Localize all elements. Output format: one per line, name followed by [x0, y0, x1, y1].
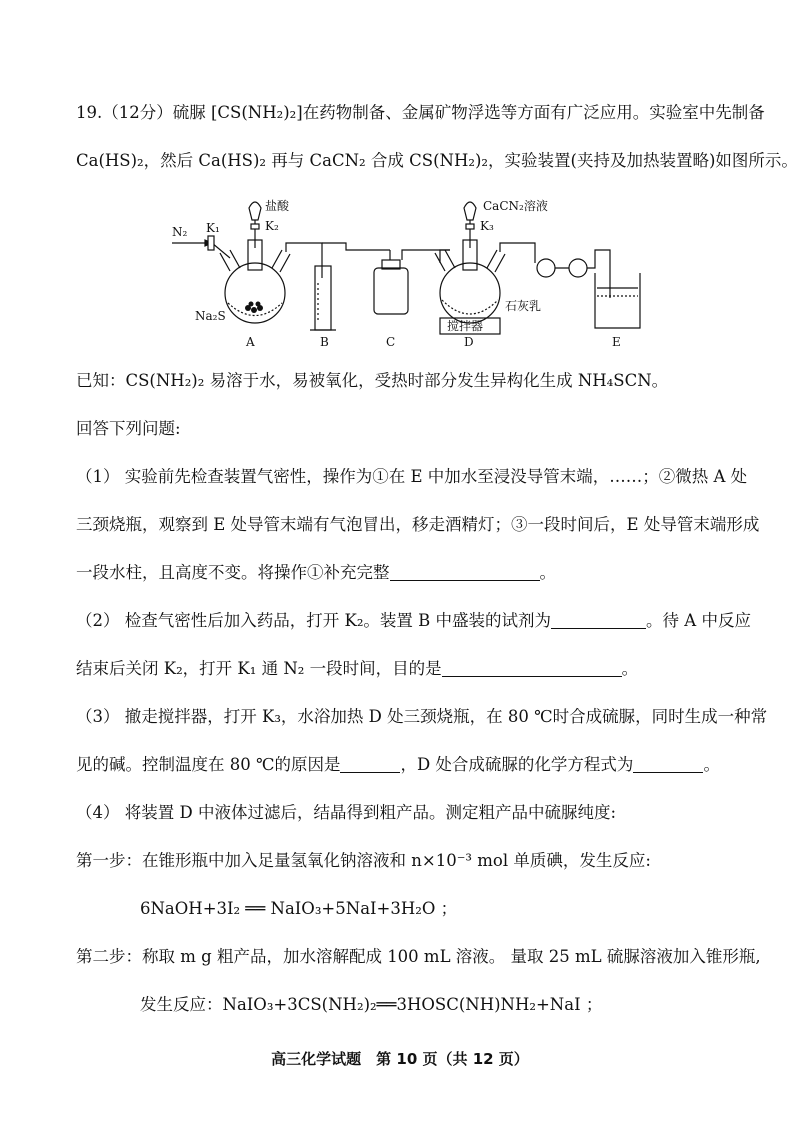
flask-d-left-neck [435, 250, 455, 271]
flask-a-right-neck [272, 250, 290, 272]
label-d: D [464, 335, 474, 348]
flask-a-left-neck [220, 250, 240, 271]
part-1-line-3-end: 。 [539, 563, 556, 582]
page-footer: 高三化学试题 第 10 页（共 12 页） [271, 1050, 529, 1068]
k3-label: K₃ [480, 219, 494, 233]
part-1-line-1: （1） 实验前先检查装置气密性，操作为①在 E 中加水至浸没导管末端，……；②微热 A 处 [76, 467, 748, 486]
part-2-line-1-text: （2） 检查气密性后加入药品，打开 K₂。装置 B 中盛装的试剂为 [76, 611, 552, 630]
question-19-line-2: Ca(HS)₂，然后 Ca(HS)₂ 再与 CaCN₂ 合成 CS(NH₂)₂，实验装置(夹持及加热装置略)如图所示。 [76, 151, 798, 170]
hcl-label: 盐酸 [265, 199, 290, 213]
part-1-line-3 [76, 562, 556, 584]
stirrer-label: 搅拌器 [447, 319, 484, 333]
part-2-line-1-end: 。待 A 中反应 [646, 611, 751, 630]
part-2-line-2-end: 。 [621, 659, 639, 678]
part-2-line-2 [76, 658, 638, 680]
bulb-2 [569, 259, 587, 277]
k2-valve-icon [251, 224, 259, 229]
answer-blank-3[interactable] [442, 660, 622, 677]
known-info: 已知：CS(NH₂)₂ 易溶于水，易被氧化，受热时部分发生异构化生成 NH₄SCN。 [76, 371, 669, 390]
na2s-label: Na₂S [195, 309, 226, 323]
answer-blank-1[interactable] [390, 564, 540, 581]
answer-blank-2[interactable] [551, 612, 646, 629]
answer-blank-5[interactable] [633, 756, 703, 773]
k1-label: K₁ [206, 221, 220, 235]
k3-valve-icon [466, 224, 474, 229]
tube-c-d [390, 250, 450, 260]
flask-d-right-neck [487, 250, 505, 272]
tube-d-e [500, 243, 535, 263]
part-3-line-2-text: 见的碱。控制温度在 80 ℃的原因是 [76, 755, 341, 774]
lime-label: 石灰乳 [505, 299, 542, 313]
part-1-line-2: 三颈烧瓶，观察到 E 处导管末端有气泡冒出，移走酒精灯；③一段时间后，E 处导管末端形成 [76, 515, 760, 534]
part-2-line-2-text: 结束后关闭 K₂，打开 K₁ 通 N₂ 一段时间，目的是 [76, 659, 442, 678]
part-3-line-1: （3） 撤走搅拌器，打开 K₃，水浴加热 D 处三颈烧瓶，在 80 ℃时合成硫脲，同时生成一种常 [76, 707, 768, 726]
tube-b-c [322, 243, 390, 250]
part-4-step-1: 第一步：在锥形瓶中加入足量氢氧化钠溶液和 n×10⁻³ mol 单质碘，发生反应: [76, 851, 651, 870]
label-e: E [612, 335, 621, 348]
bulb-1 [537, 259, 555, 277]
part-4-equation-2: 发生反应：NaIO₃+3CS(NH₂)₂══3HOSC(NH)NH₂+NaI ； [140, 995, 603, 1014]
part-4-equation-1: 6NaOH+3I₂ ══ NaIO₃+5NaI+3H₂O ； [140, 899, 458, 918]
label-b: B [320, 335, 329, 348]
hcl-funnel-icon [249, 202, 261, 220]
k2-label: K₂ [265, 219, 279, 233]
tube-a-b [286, 243, 322, 278]
flask-a [225, 263, 285, 323]
question-19-line-1: 19.（12分）硫脲 [CS(NH₂)₂]在药物制备、金属矿物浮选等方面有广泛应用。实验室中先制备 [76, 103, 765, 122]
part-4-line-1: （4） 将装置 D 中液体过滤后，结晶得到粗产品。测定粗产品中硫脲纯度: [76, 803, 617, 822]
answer-blank-4[interactable] [340, 756, 400, 773]
vessel-c [374, 268, 408, 314]
apparatus-diagram [150, 188, 650, 348]
cacn2-funnel-icon [464, 202, 476, 220]
part-3-line-2-mid: ，D 处合成硫脲的化学方程式为 [400, 755, 634, 774]
cacn2-label: CaCN₂溶液 [483, 199, 548, 213]
part-4-step-2: 第二步：称取 m g 粗产品，加水溶解配成 100 mL 溶液。 量取 25 mL 硫脲溶液加入锥形瓶, [76, 947, 761, 966]
part-1-line-3-text: 一段水柱，且高度不变。将操作①补充完整 [76, 563, 390, 582]
k1-valve-icon [208, 236, 214, 250]
part-3-line-2 [76, 754, 720, 776]
part-3-line-2-end: 。 [703, 755, 720, 774]
label-c: C [386, 335, 396, 348]
answer-prompt: 回答下列问题: [76, 419, 181, 438]
label-a: A [246, 335, 255, 348]
n2-label: N₂ [172, 225, 188, 239]
beaker-e [595, 273, 640, 328]
part-2-line-1 [76, 610, 751, 632]
